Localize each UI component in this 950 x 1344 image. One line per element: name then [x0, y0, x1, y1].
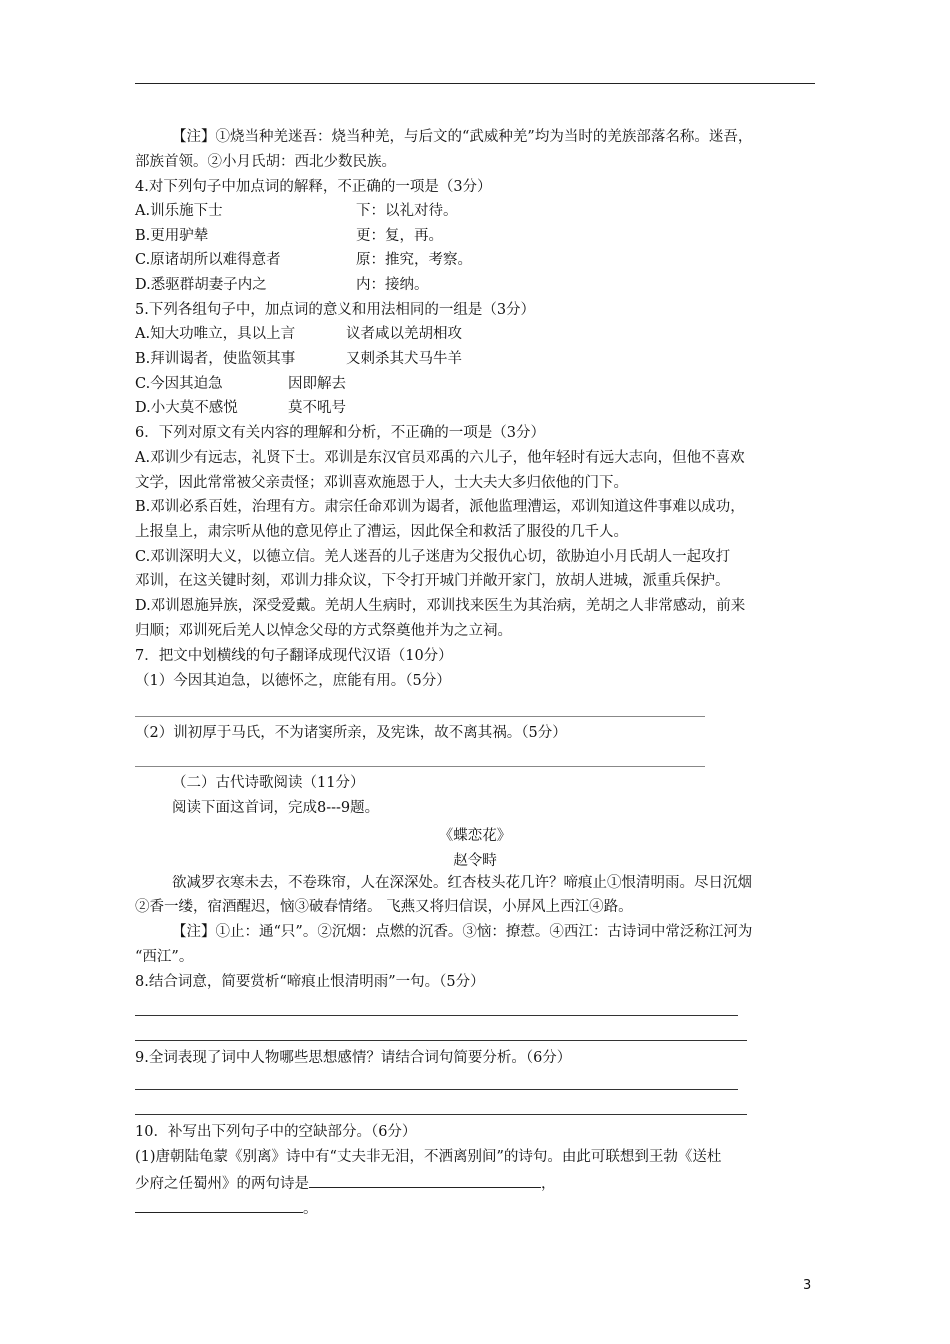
- q10-line: (1)唐朝陆龟蒙《别离》诗中有“丈夫非无泪，不洒离别间”的诗句。由此可联想到王勃《送杜: [135, 1149, 722, 1165]
- q5-option-d-right: 莫不吼号: [288, 400, 346, 416]
- q6-line: 邓训，在这关键时刻，邓训力排众议，下令打开城门并敞开家门，放胡人进城，派重兵保护。: [135, 573, 730, 589]
- q10-line: [135, 1198, 318, 1218]
- option-text: B.更用驴辇: [135, 228, 209, 244]
- answer-line[interactable]: [135, 766, 705, 767]
- q4-option-d: [135, 276, 267, 294]
- poem-line: ②香一缕，宿酒醒迟，恼③破春情绪。 飞燕又将归信误，小屏风上西江④路。: [135, 899, 633, 915]
- q4-option-c-gloss: 原：推究，考察。: [356, 252, 472, 268]
- question-10-stem: 10．补写出下列句子中的空缺部分。（6分）: [135, 1124, 417, 1140]
- q10-line-suffix: 。: [303, 1201, 318, 1217]
- q7-item-1: （1）今因其迫急，以德怀之，庶能有用。（5分）: [135, 673, 451, 689]
- poem-line: 欲减罗衣寒未去，不卷珠帘，人在深深处。红杏枝头花几许？啼痕止①恨清明雨。尽日沉烟: [172, 875, 752, 891]
- fill-blank[interactable]: [309, 1173, 541, 1188]
- q5-option-b-right: 又刺杀其犬马牛羊: [346, 351, 462, 367]
- q6-line: 归顺；邓训死后羌人以悼念父母的方式祭奠他并为之立祠。: [135, 623, 512, 639]
- option-text: D.悉驱群胡妻子内之: [135, 277, 267, 293]
- question-4-stem: 4.对下列句子中加点词的解释，不正确的一项是（3分）: [135, 179, 492, 195]
- q5-option-a-right: 议者咸以羌胡相攻: [346, 326, 462, 342]
- q7-item-2: （2）训初厚于马氏，不为诸窦所亲，及宪诛，故不离其祸。（5分）: [135, 725, 567, 741]
- q6-line: A.邓训少有远志，礼贤下士。邓训是东汉官员邓禹的六儿子，他年轻时有远大志向，但他不喜欢: [135, 450, 745, 466]
- q10-line: [135, 1173, 556, 1193]
- option-text: A.训乐施下士: [135, 203, 223, 219]
- q6-line: 上报皇上，肃宗听从他的意见停止了漕运，因此保全和救活了服役的几千人。: [135, 524, 628, 540]
- q6-line: B.邓训必系百姓，治理有方。肃宗任命邓训为谒者，派他监理漕运，邓训知道这件事难以成功，: [135, 499, 745, 515]
- q10-line-prefix: 少府之任蜀州》的两句诗是: [135, 1176, 309, 1192]
- option-text: C.原诸胡所以难得意者: [135, 252, 281, 268]
- q5-option-c: C.今因其迫急: [135, 376, 223, 392]
- answer-line[interactable]: [135, 1114, 747, 1115]
- q5-option-d: D.小大莫不感悦: [135, 400, 238, 416]
- q10-line-suffix: ，: [541, 1176, 556, 1192]
- question-8-stem: 8.结合词意，简要赏析“啼痕止恨清明雨”一句。（5分）: [135, 974, 485, 990]
- poem-note: 【注】①止：通“只”。②沉烟：点燃的沉香。③恼：撩惹。④西江：古诗词中常泛称江河为: [172, 924, 753, 940]
- section-heading: （二）古代诗歌阅读（11分）: [172, 775, 365, 791]
- answer-line[interactable]: [135, 1089, 738, 1090]
- note-line: 部族首领。②小月氏胡：西北少数民族。: [135, 154, 396, 170]
- question-7-stem: 7．把文中划横线的句子翻译成现代汉语（10分）: [135, 648, 453, 664]
- q6-line: 文学，因此常常被父亲责怪；邓训喜欢施恩于人，士大夫大多归依他的门下。: [135, 475, 628, 491]
- q4-option-d-gloss: 内：接纳。: [356, 277, 429, 293]
- question-6-stem: 6．下列对原文有关内容的理解和分析，不正确的一项是（3分）: [135, 425, 545, 441]
- question-5-stem: 5.下列各组句子中，加点词的意义和用法相同的一组是（3分）: [135, 302, 536, 318]
- page-number: 3: [803, 1278, 812, 1293]
- q5-option-a: A.知大功唯立，具以上言: [135, 326, 296, 342]
- poem-note: “西江”。: [135, 949, 194, 965]
- q6-line: D.邓训恩施异族，深受爱戴。羌胡人生病时，邓训找来医生为其治病，羌胡之人非常感动，前来: [135, 598, 746, 614]
- q4-option-c: [135, 251, 281, 269]
- poem-author: 赵令畤: [453, 853, 497, 869]
- answer-line[interactable]: [135, 1040, 747, 1041]
- q5-option-b: B.拜训谒者，使监领其事: [135, 351, 296, 367]
- q4-option-a-gloss: 下：以礼对待。: [356, 203, 458, 219]
- q4-option-b: [135, 227, 208, 245]
- q5-option-c-right: 因即解去: [288, 376, 346, 392]
- header-rule: [135, 83, 815, 84]
- fill-blank[interactable]: [135, 1198, 303, 1213]
- answer-line[interactable]: [135, 1015, 738, 1016]
- poem-title: 《蝶恋花》: [438, 828, 512, 844]
- q6-line: C.邓训深明大义，以德立信。羌人迷吾的儿子迷唐为父报仇心切，欲胁迫小月氏胡人一起攻打: [135, 549, 731, 565]
- q4-option-b-gloss: 更：复，再。: [356, 228, 443, 244]
- answer-line[interactable]: [135, 716, 705, 717]
- q4-option-a: [135, 202, 223, 220]
- section-intro: 阅读下面这首词，完成8---9题。: [172, 800, 380, 816]
- note-line: 【注】①烧当种羌迷吾：烧当种羌，与后文的“武威种羌”均为当时的羌族部落名称。迷吾，: [172, 129, 753, 145]
- question-9-stem: 9.全词表现了词中人物哪些思想感情？请结合词句简要分析。（6分）: [135, 1050, 572, 1066]
